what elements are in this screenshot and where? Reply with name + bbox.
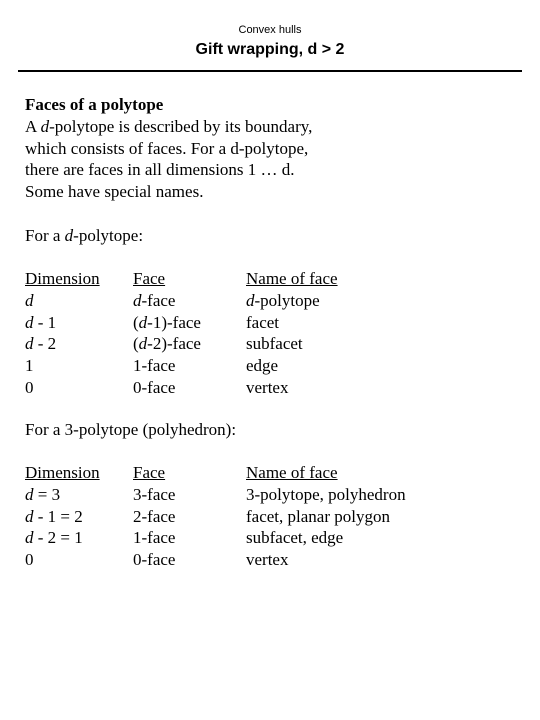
face-cell: 3-face xyxy=(133,484,176,504)
dimension-cell: d - 2 xyxy=(25,334,57,354)
name-cell: vertex xyxy=(246,377,289,397)
section-label-3-polytope: For a 3-polytope (polyhedron): xyxy=(25,420,237,439)
dimension-cell: d - 1 xyxy=(25,312,57,332)
face-cell: 0-face xyxy=(133,550,176,570)
name-cell: d-polytope xyxy=(246,290,320,310)
dimension-cell: d - 2 = 1 xyxy=(25,528,83,548)
intro-line: Some have special names. xyxy=(25,182,204,202)
name-cell: vertex xyxy=(246,550,289,570)
slide-title: Gift wrapping, d > 2 xyxy=(195,41,345,58)
dimension-cell: d = 3 xyxy=(25,484,61,504)
column-header-dimension: Dimension xyxy=(25,463,100,482)
slide-topic: Convex hulls xyxy=(238,24,302,36)
column-header-face: Face xyxy=(133,463,166,482)
intro-line: A d-polytope is described by its boundary, xyxy=(25,116,313,136)
column-header-name: Name of face xyxy=(246,463,338,482)
name-cell: facet xyxy=(246,312,280,332)
title-divider xyxy=(18,70,522,72)
column-header-face: Face xyxy=(133,269,166,288)
column-header-dimension: Dimension xyxy=(25,269,100,288)
intro-paragraph xyxy=(25,94,515,203)
intro-line: there are faces in all dimensions 1 … d. xyxy=(25,160,295,180)
face-cell: (d-1)-face xyxy=(133,312,201,332)
name-cell: edge xyxy=(246,356,279,376)
name-cell: subfacet xyxy=(246,334,303,354)
intro-line: which consists of faces. For a d-polytope, xyxy=(25,138,309,158)
dimension-cell: 1 xyxy=(25,356,34,376)
name-cell: subfacet, edge xyxy=(246,528,344,548)
dimension-cell: 0 xyxy=(25,550,34,570)
dimension-cell: 0 xyxy=(25,377,34,397)
section-label-d-polytope: For a d-polytope: xyxy=(25,226,144,245)
face-cell: 2-face xyxy=(133,506,176,526)
face-cell: d-face xyxy=(133,290,176,310)
face-cell: 1-face xyxy=(133,356,176,376)
dimension-cell: d - 1 = 2 xyxy=(25,506,83,526)
face-cell: (d-2)-face xyxy=(133,334,201,354)
dimension-cell: d xyxy=(25,290,34,310)
face-cell: 1-face xyxy=(133,528,176,548)
name-cell: facet, planar polygon xyxy=(246,506,390,526)
column-header-name: Name of face xyxy=(246,269,338,288)
intro-heading: Faces of a polytope xyxy=(25,95,164,114)
face-cell: 0-face xyxy=(133,377,176,397)
name-cell: 3-polytope, polyhedron xyxy=(246,484,406,504)
